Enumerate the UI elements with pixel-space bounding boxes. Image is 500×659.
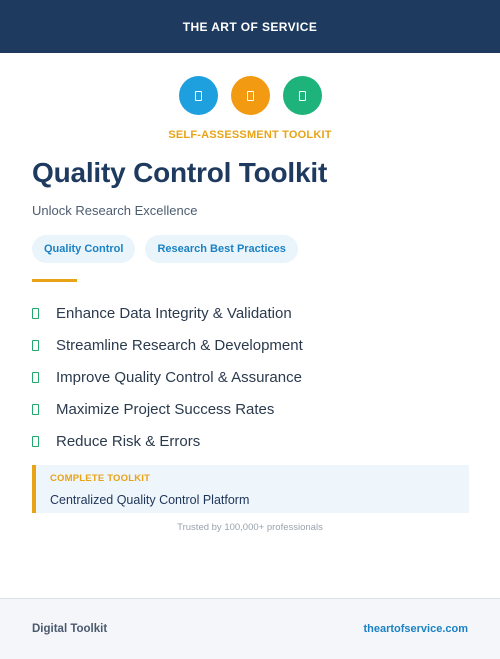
callout-value: Centralized Quality Control Platform [50, 493, 250, 507]
benefit-text: Streamline Research & Development [56, 336, 303, 354]
benefit-text: Enhance Data Integrity & Validation [56, 304, 292, 322]
benefit-item [32, 393, 303, 425]
benefit-item [32, 361, 303, 393]
toolkit-callout [32, 465, 469, 513]
footer-label: Digital Toolkit [32, 623, 108, 635]
benefit-item [32, 297, 303, 329]
icon-row [0, 76, 500, 115]
green-circle-icon [283, 76, 322, 115]
check-icon [32, 308, 39, 319]
benefit-item [32, 329, 303, 361]
benefit-text: Maximize Project Success Rates [56, 400, 275, 418]
page-subtitle: Unlock Research Excellence [32, 203, 198, 218]
blue-circle-icon [179, 76, 218, 115]
top-banner [0, 0, 500, 53]
accent-divider [32, 279, 77, 282]
page-title: Quality Control Toolkit [32, 157, 328, 188]
trust-note: Trusted by 100,000+ professionals [177, 522, 323, 533]
brand-name: THE ART OF SERVICE [182, 19, 318, 34]
orange-circle-icon [231, 76, 270, 115]
footer-bar [0, 598, 500, 659]
tag-list [32, 235, 298, 263]
callout-label: COMPLETE TOOLKIT [50, 473, 151, 484]
tag-quality-control: Quality Control [32, 235, 135, 263]
placeholder-glyph-icon [195, 91, 202, 101]
check-icon [32, 372, 39, 383]
benefit-text: Reduce Risk & Errors [56, 432, 201, 450]
tag-research-best-practices: Research Best Practices [145, 235, 297, 263]
benefit-text: Improve Quality Control & Assurance [56, 368, 302, 386]
check-icon [32, 404, 39, 415]
check-icon [32, 340, 39, 351]
check-icon [32, 436, 39, 447]
website-link[interactable]: theartofservice.com [363, 623, 468, 635]
placeholder-glyph-icon [247, 91, 254, 101]
placeholder-glyph-icon [299, 91, 306, 101]
benefit-list [32, 297, 303, 457]
kicker-label: SELF-ASSESSMENT TOOLKIT [168, 129, 332, 141]
benefit-item [32, 425, 303, 457]
